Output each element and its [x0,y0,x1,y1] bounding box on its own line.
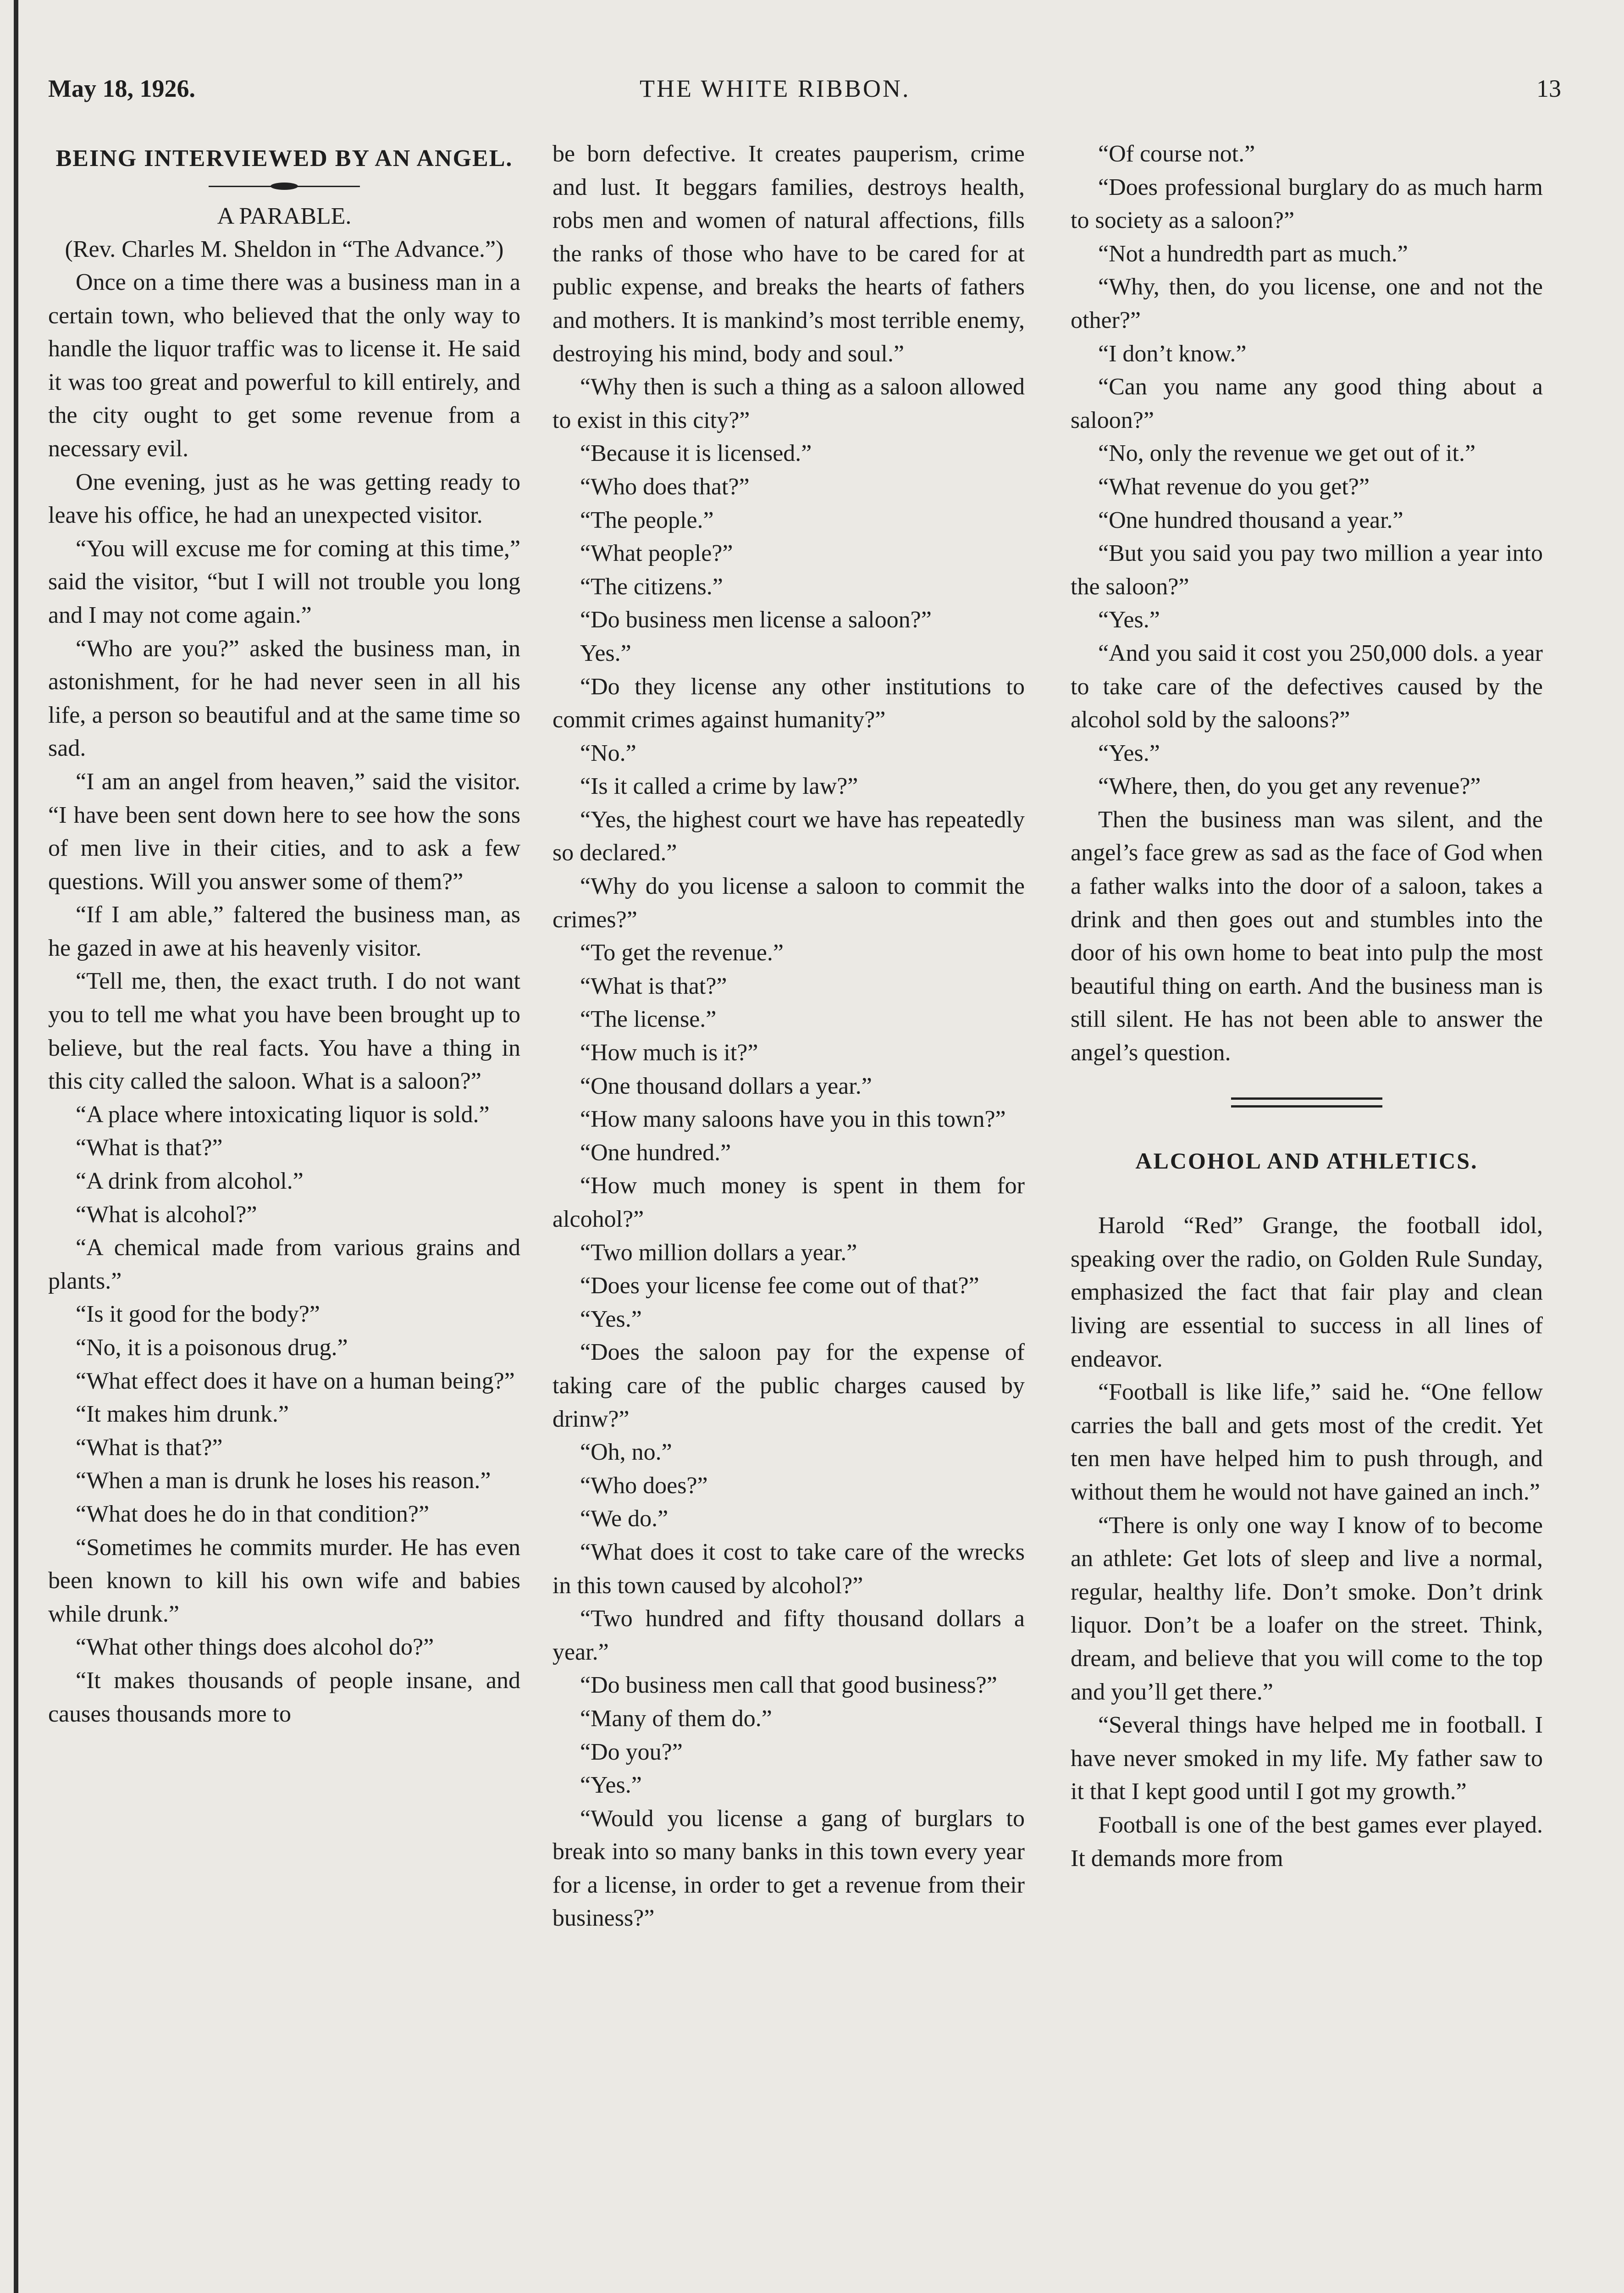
paragraph: “One hundred thousand a year.” [1098,507,1403,533]
paragraph: “Two million dollars a year.” [580,1239,857,1266]
paragraph: “The license.” [580,1006,717,1033]
paragraph: “It makes him drunk.” [76,1401,289,1428]
paragraph: “The people.” [580,507,714,533]
paragraph: “But you said you pay two million a year into the saloon?” [1071,540,1543,600]
article-subhead: A PARABLE. [217,203,352,229]
paragraph: “What other things does alcohol do?” [76,1634,434,1661]
paragraph: “Yes, the highest court we have has repeatedly so declared.” [552,806,1025,866]
paragraph: “There is only one way I know of to become an athlete: Get lots of sleep and live a normal, regular, healthy life. Don’t smoke. Don’t drink liquor. Don’t be a loafer on the street. Think, dream, and believe that you will come to the top and you’ll get there.” [1071,1512,1543,1705]
paragraph: “Tell me, then, the exact truth. I do not want you to tell me what you have been brought up to believe, but the real facts. You have a thing in this city called the saloon. What is a saloon?” [48,968,520,1095]
paragraph: “Why do you license a saloon to commit the crimes?” [552,873,1025,933]
paragraph: “Many of them do.” [580,1705,772,1732]
publication-title: THE WHITE RIBBON. [640,75,911,102]
column-3-body [1071,138,1543,1070]
column-2-body [552,138,1025,1935]
article-divider [1231,1097,1382,1108]
paragraph: “Do business men call that good business?” [580,1672,997,1699]
paragraph: “I don’t know.” [1098,340,1247,367]
column-1 [48,138,520,1731]
paragraph: “Where, then, do you get any revenue?” [1098,773,1481,800]
paragraph: “How much money is spent in them for alcohol?” [552,1173,1025,1232]
paragraph: “If I am able,” faltered the business man, as he gazed in awe at his heavenly visitor. [48,902,520,961]
paragraph: “When a man is drunk he loses his reason.” [76,1468,491,1494]
article-2-headline: ALCOHOL AND ATHLETICS. [1135,1147,1478,1174]
paragraph: “What people?” [580,540,733,567]
paragraph: “Yes.” [580,1772,642,1799]
paragraph: “Who does that?” [580,473,750,500]
paragraph: “Do business men license a saloon?” [580,607,932,633]
paragraph: “No.” [580,740,636,766]
paragraph: “How many saloons have you in this town?” [580,1106,1006,1133]
page-edge-rule [14,0,18,2293]
paragraph: One evening, just as he was getting ready to leave his office, he had an unexpected visitor. [48,469,520,529]
paragraph: “Several things have helped me in football. I have never smoked in my life. My father saw to it that I kept good until I got my growth.” [1071,1712,1543,1805]
paragraph: “Of course not.” [1098,141,1255,167]
paragraph: “I am an angel from heaven,” said the visitor. “I have been sent down here to see how the sons of men live in their cities, and to ask a few questions. Will you answer some of them?” [48,768,520,895]
paragraph: “What effect does it have on a human being?” [76,1368,515,1394]
paragraph: “Can you name any good thing about a saloon?” [1071,374,1543,433]
paragraph: “The citizens.” [580,573,723,600]
paragraph: “A place where intoxicating liquor is sold.” [76,1101,490,1128]
paragraph: “Does professional burglary do as much harm to society as a saloon?” [1071,174,1543,234]
paragraph: “Football is like life,” said he. “One fellow carries the ball and gets most of the credit. Yet ten men have helped him to push through, and without them he would not have gained an inch.” [1071,1379,1543,1505]
paragraph: “What does he do in that condition?” [76,1501,430,1527]
paragraph: “Who does?” [580,1472,708,1499]
column-3 [1071,138,1543,1875]
paragraph: “And you said it cost you 250,000 dols. a year to take care of the defectives caused by the alcohol sold by the saloons?” [1071,640,1543,733]
paragraph: be born defective. It creates pauperism, crime and lust. It beggars families, destroys health, robs men and women of natural affections, fills the ranks of those who have to be cared for at public expense, and breaks the hearts of fathers and mothers. It is mankind’s most terrible enemy, destroying his mind, body and soul.” [552,141,1025,367]
paragraph: “Not a hundredth part as much.” [1098,240,1408,267]
paragraph: “No, only the revenue we get out of it.” [1098,440,1476,467]
page-number: 13 [1536,75,1561,102]
paragraph: “Yes.” [1098,607,1160,633]
paragraph: “Is it called a crime by law?” [580,773,858,800]
paragraph: “Does your license fee come out of that?” [580,1273,979,1299]
paragraph: Then the business man was silent, and the angel’s face grew as sad as the face of God when a father walks into the door of a saloon, takes a drink and then goes out and stumbles into the door of his own home to beat into pulp the most beautiful thing on earth. And the business man is still silent. He has not been able to answer the angel’s question. [1071,806,1543,1066]
paragraph: “A chemical made from various grains and plants.” [48,1235,520,1294]
article-credit: (Rev. Charles M. Sheldon in “The Advance.”) [65,236,504,262]
paragraph: “What does it cost to take care of the wrecks in this town caused by alcohol?” [552,1539,1025,1599]
paragraph: Once on a time there was a business man in a certain town, who believed that the only way to handle the liquor traffic was to license it. He said it was too great and powerful to kill entirely, and the city ought to get some revenue from a necessary evil. [48,269,520,462]
paragraph: “One hundred.” [580,1139,731,1166]
paragraph: “We do.” [580,1506,668,1532]
paragraph: “How much is it?” [580,1040,758,1066]
paragraph: “Is it good for the body?” [76,1301,320,1328]
paragraph: “Yes.” [580,1306,642,1332]
paragraph: “Two hundred and fifty thousand dollars a year.” [552,1606,1025,1665]
paragraph: “Would you license a gang of burglars to break into so many banks in this town every year for a license, in order to get a revenue from their business?” [552,1805,1025,1932]
paragraph: “Yes.” [1098,740,1160,766]
paragraph: “Why then is such a thing as a saloon allowed to exist in this city?” [552,374,1025,433]
paragraph: “Who are you?” asked the business man, in astonishment, for he had never seen in all his life, a person so beautiful and at the same time so sad. [48,635,520,762]
paragraph: “It makes thousands of people insane, and causes thousands more to [48,1667,520,1727]
paragraph: “No, it is a poisonous drug.” [76,1335,348,1361]
paragraph: “What revenue do you get?” [1098,473,1370,500]
paragraph: “Because it is licensed.” [580,440,812,467]
paragraph: “Do you?” [580,1739,683,1765]
paragraph: “Oh, no.” [580,1439,672,1466]
paragraph: Yes.” [580,640,631,666]
paragraph: “You will excuse me for coming at this time,” said the visitor, “but I will not trouble you long and I may not come again.” [48,535,520,628]
paragraph: “What is that?” [76,1135,223,1161]
paragraph: “What is that?” [580,973,727,999]
paragraph: “Does the saloon pay for the expense of taking care of the public charges caused by drinw?” [552,1339,1025,1432]
paragraph: “One thousand dollars a year.” [580,1073,872,1099]
paragraph: “A drink from alcohol.” [76,1168,304,1195]
paragraph: “Why, then, do you license, one and not the other?” [1071,274,1543,333]
issue-date: May 18, 1926. [48,75,195,102]
article-2-body [1071,1209,1543,1875]
article-headline: BEING INTERVIEWED BY AN ANGEL. [55,145,513,172]
paragraph: “To get the revenue.” [580,940,784,966]
paragraph: “Sometimes he commits murder. He has even been known to kill his own wife and babies while drunk.” [48,1534,520,1627]
page-header [48,69,1561,110]
paragraph: “What is that?” [76,1434,223,1461]
column-2 [552,138,1025,1935]
paragraph: Football is one of the best games ever played. It demands more from [1071,1811,1543,1872]
paragraph: “What is alcohol?” [76,1201,257,1228]
headline-ornament [209,183,360,190]
paragraph: Harold “Red” Grange, the football idol, speaking over the radio, on Golden Rule Sunday, emphasized the fact that fair play and clean living are essential to success in all lines of endeavor. [1071,1213,1543,1372]
paragraph: “Do they license any other institutions to commit crimes against humanity?” [552,673,1025,733]
column-1-body [48,266,520,1731]
